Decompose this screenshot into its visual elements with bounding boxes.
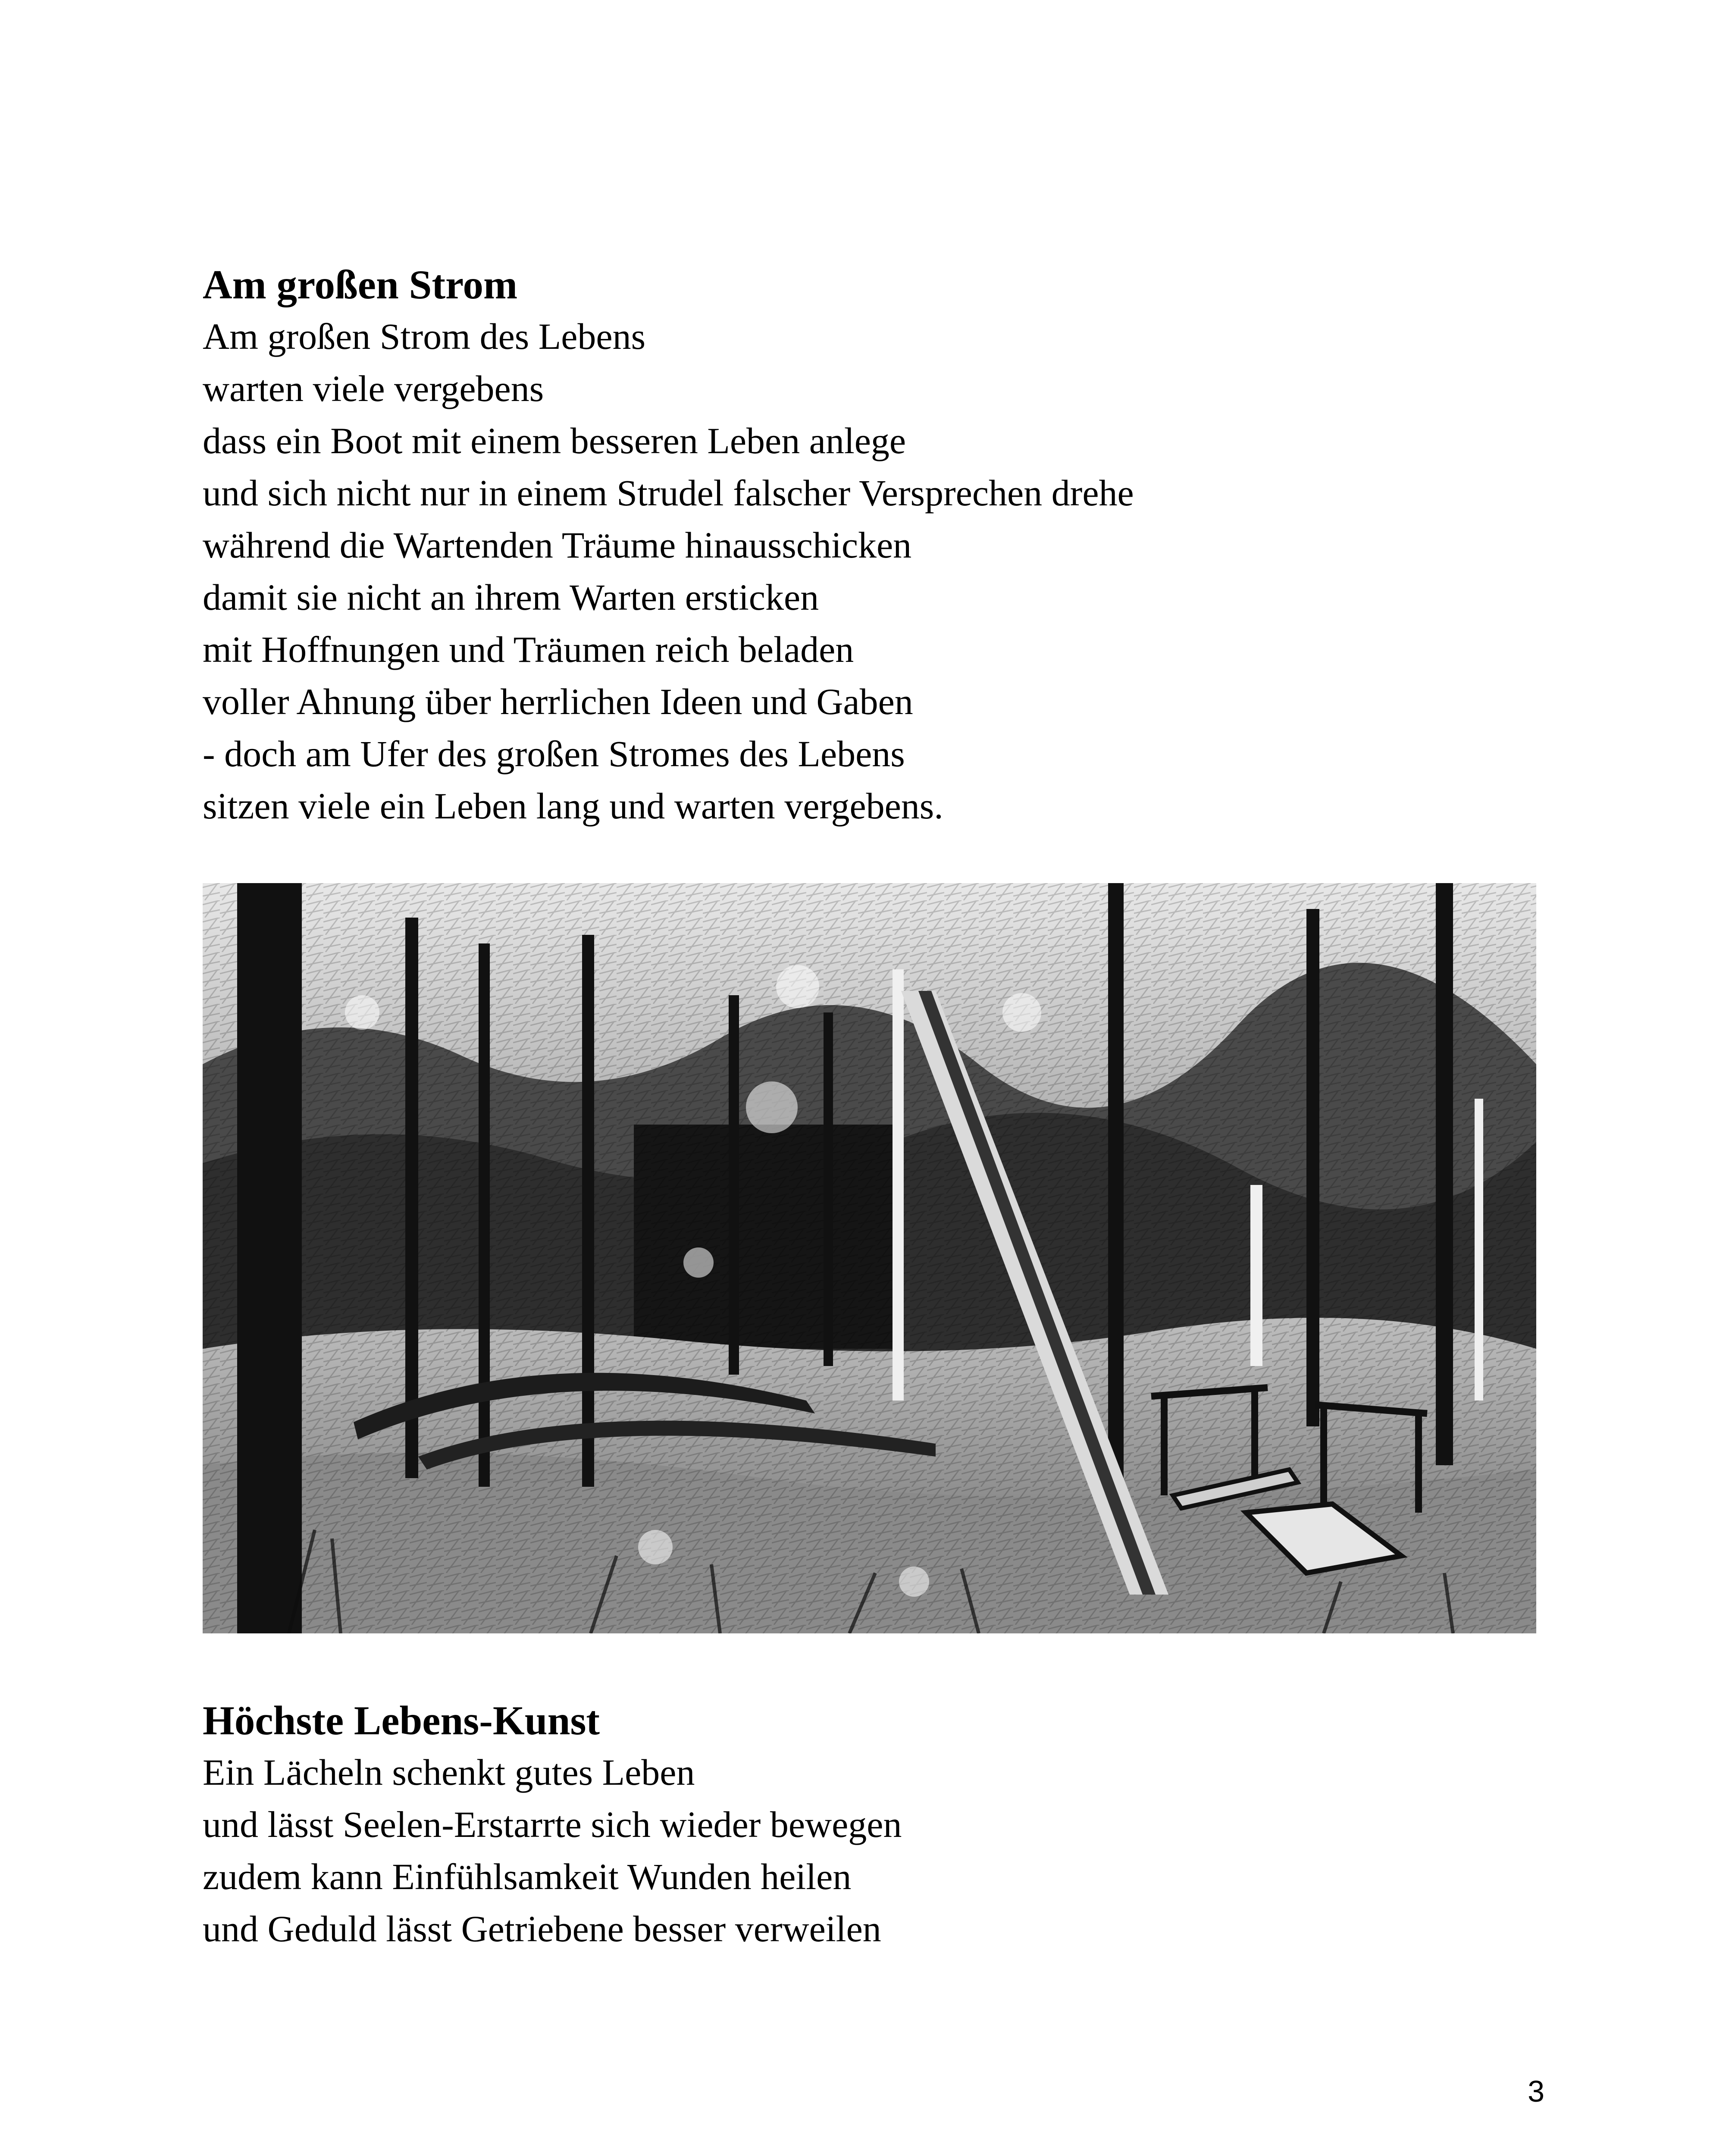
poem-line: Ein Lächeln schenkt gutes Leben xyxy=(203,1752,695,1793)
poem-hoechste-lebens-kunst xyxy=(203,1695,1539,1955)
poem-line: dass ein Boot mit einem besseren Leben anlege xyxy=(203,420,906,461)
poem-line: - doch am Ufer des großen Stromes des Lebens xyxy=(203,733,905,774)
poem-lines xyxy=(203,310,1539,832)
poem-line: während die Wartenden Träume hinausschicken xyxy=(203,524,912,566)
forest-illustration xyxy=(203,883,1536,1633)
poem-line: damit sie nicht an ihrem Warten ersticken xyxy=(203,577,819,618)
poem-line: Am großen Strom des Lebens xyxy=(203,316,646,357)
poem-title: Am großen Strom xyxy=(203,262,518,307)
poem-lines xyxy=(203,1746,1539,1955)
poem-line: voller Ahnung über herrlichen Ideen und Gaben xyxy=(203,681,913,722)
poem-line: und sich nicht nur in einem Strudel falscher Versprechen drehe xyxy=(203,472,1134,514)
poem-line: mit Hoffnungen und Träumen reich beladen xyxy=(203,629,854,670)
poem-line: warten viele vergebens xyxy=(203,368,544,409)
poem-line: und Geduld lässt Getriebene besser verweilen xyxy=(203,1908,881,1949)
page-number: 3 xyxy=(1528,2075,1544,2108)
poem-line: zudem kann Einfühlsamkeit Wunden heilen xyxy=(203,1856,852,1897)
poem-line: sitzen viele ein Leben lang und warten vergebens. xyxy=(203,785,943,827)
poem-title: Höchste Lebens-Kunst xyxy=(203,1698,600,1743)
poem-line: und lässt Seelen-Erstarrte sich wieder bewegen xyxy=(203,1804,902,1845)
poem-am-grossen-strom xyxy=(203,259,1539,832)
forest-photo xyxy=(203,883,1536,1633)
